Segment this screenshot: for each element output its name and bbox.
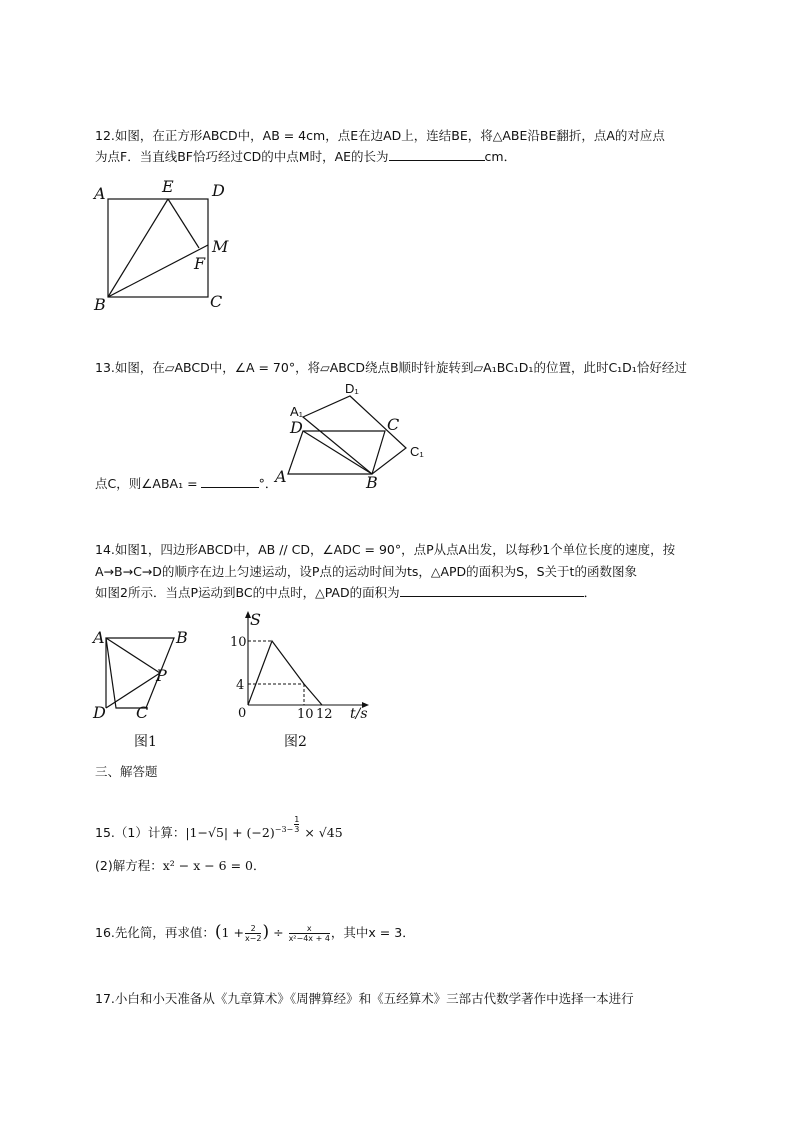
label-d: D: [212, 181, 225, 200]
label-p: P: [156, 666, 167, 685]
label-c: C: [136, 703, 149, 722]
q16-fraction-1: [245, 924, 262, 943]
q16-open-paren: (: [214, 922, 222, 942]
q12-line2-post: cm．: [484, 149, 517, 164]
figure-2-caption: 图2: [284, 734, 307, 750]
label-m: M: [212, 237, 229, 256]
q12-line2: [95, 147, 516, 167]
label-c: C: [210, 292, 223, 311]
q16-pre: 16.先化简，再求值：: [95, 925, 215, 940]
q12-answer-blank[interactable]: [389, 147, 485, 161]
q15-power-exp: −3: [274, 825, 287, 834]
q13-answer-blank[interactable]: [201, 474, 259, 488]
square-abcd: [108, 199, 208, 297]
q15-sqrt45: × √45: [304, 825, 343, 841]
figure-1-caption: 图1: [134, 734, 157, 750]
q16-fraction-1-num: 2: [250, 924, 256, 933]
label-f: F: [194, 254, 206, 273]
tick-x10: 10: [297, 707, 314, 722]
q15-part2: [95, 856, 266, 876]
q13-line1: 13.如图，在▱ABCD中，∠A = 70°，将▱ABCD绕点B顺时针旋转到▱A₁BC₁D₁的位置，此时C₁D₁恰好经过: [95, 360, 687, 375]
q16-fraction-2-num: x: [306, 924, 312, 933]
tick-x12: 12: [316, 707, 333, 722]
q16-one-plus: 1 +: [221, 925, 244, 940]
q16-close-paren: ): [262, 922, 270, 942]
label-d: D: [93, 703, 106, 722]
label-a: A: [93, 628, 105, 647]
q14-figure-2: [222, 607, 382, 755]
q16-fraction-1-den: x−2: [244, 934, 262, 943]
parallelogram-a1bc1d1: [303, 396, 406, 474]
segment-be: [108, 199, 168, 297]
q12-line2-pre: 为点F．当直线BF恰巧经过CD的中点M时，AE的长为: [95, 149, 389, 164]
q14-line3-post: ．: [583, 585, 597, 600]
section-heading: 三、解答题: [95, 764, 158, 779]
label-c1: C₁: [410, 444, 424, 459]
q15-abs: |1−√5|: [185, 825, 229, 841]
segment-ef: [168, 199, 199, 248]
tick-origin: 0: [238, 706, 247, 721]
segment-bm: [108, 245, 208, 297]
q14-line3-pre: 如图2所示．当点P运动到BC的中点时，△PAD的面积为: [95, 585, 400, 600]
q16: [95, 922, 415, 943]
q13-line2: [95, 474, 277, 494]
q13-line2-post: °．: [258, 476, 278, 491]
label-b: B: [366, 473, 378, 490]
label-t: t/s: [350, 706, 368, 722]
q15-part1: [95, 815, 343, 843]
q15-fraction-num: 1: [294, 815, 300, 824]
q16-divide: ÷: [273, 925, 284, 940]
q13-line2-pre: 点C，则∠ABA₁ =: [95, 476, 198, 491]
tick-y4: 4: [236, 678, 245, 693]
label-c: C: [387, 415, 400, 434]
label-d1: D₁: [345, 381, 359, 396]
label-a: A: [94, 184, 106, 203]
q14-line3: [95, 583, 596, 603]
q14-figure-1: [88, 625, 208, 755]
label-b: B: [176, 628, 188, 647]
q16-fraction-2: [289, 924, 330, 943]
label-a1: A₁: [290, 404, 304, 419]
q15-fraction-den: 3: [294, 825, 300, 834]
label-s: S: [250, 610, 261, 629]
q14-line1: 14.如图1，四边形ABCD中，AB // CD，∠ADC = 90°，点P从点A出发，以每秒1个单位长度的速度，按: [95, 542, 676, 557]
label-e: E: [162, 177, 174, 196]
q14-answer-blank[interactable]: [400, 583, 584, 597]
label-b: B: [94, 295, 106, 314]
q16-fraction-2-den: x²−4x + 4: [288, 934, 330, 943]
q15-power-base: + (−2): [232, 825, 275, 841]
q15-minus: −: [286, 825, 294, 834]
diagonal-db: [303, 431, 372, 474]
segment-ap: [106, 638, 160, 673]
q15-fraction: [294, 815, 299, 834]
q12-line1: 12.如图，在正方形ABCD中，AB = 4cm，点E在边AD上，连结BE，将△ABE沿BE翻折，点A的对应点: [95, 128, 665, 143]
q15-part2-pre: (2)解方程：: [95, 858, 163, 873]
q12-figure: [88, 172, 248, 317]
q16-post: ，其中x = 3．: [330, 925, 415, 940]
s-t-graph: [248, 641, 322, 705]
q17-line1: 17.小白和小天准备从《九章算术》《周髀算经》和《五经算术》三部古代数学著作中选择一本进行: [95, 991, 634, 1006]
q14-line2: A→B→C→D的顺序在边上匀速运动，设P点的运动时间为ts，△APD的面积为S，S关于t的函数图象: [95, 564, 637, 579]
label-a: A: [275, 467, 287, 486]
q15-equation: x² − x − 6 = 0．: [162, 858, 266, 873]
label-d: D: [290, 418, 303, 437]
q13-figure: [270, 380, 440, 490]
tick-y10: 10: [230, 635, 247, 650]
q15-part1-pre: 15.（1）计算：: [95, 825, 186, 841]
